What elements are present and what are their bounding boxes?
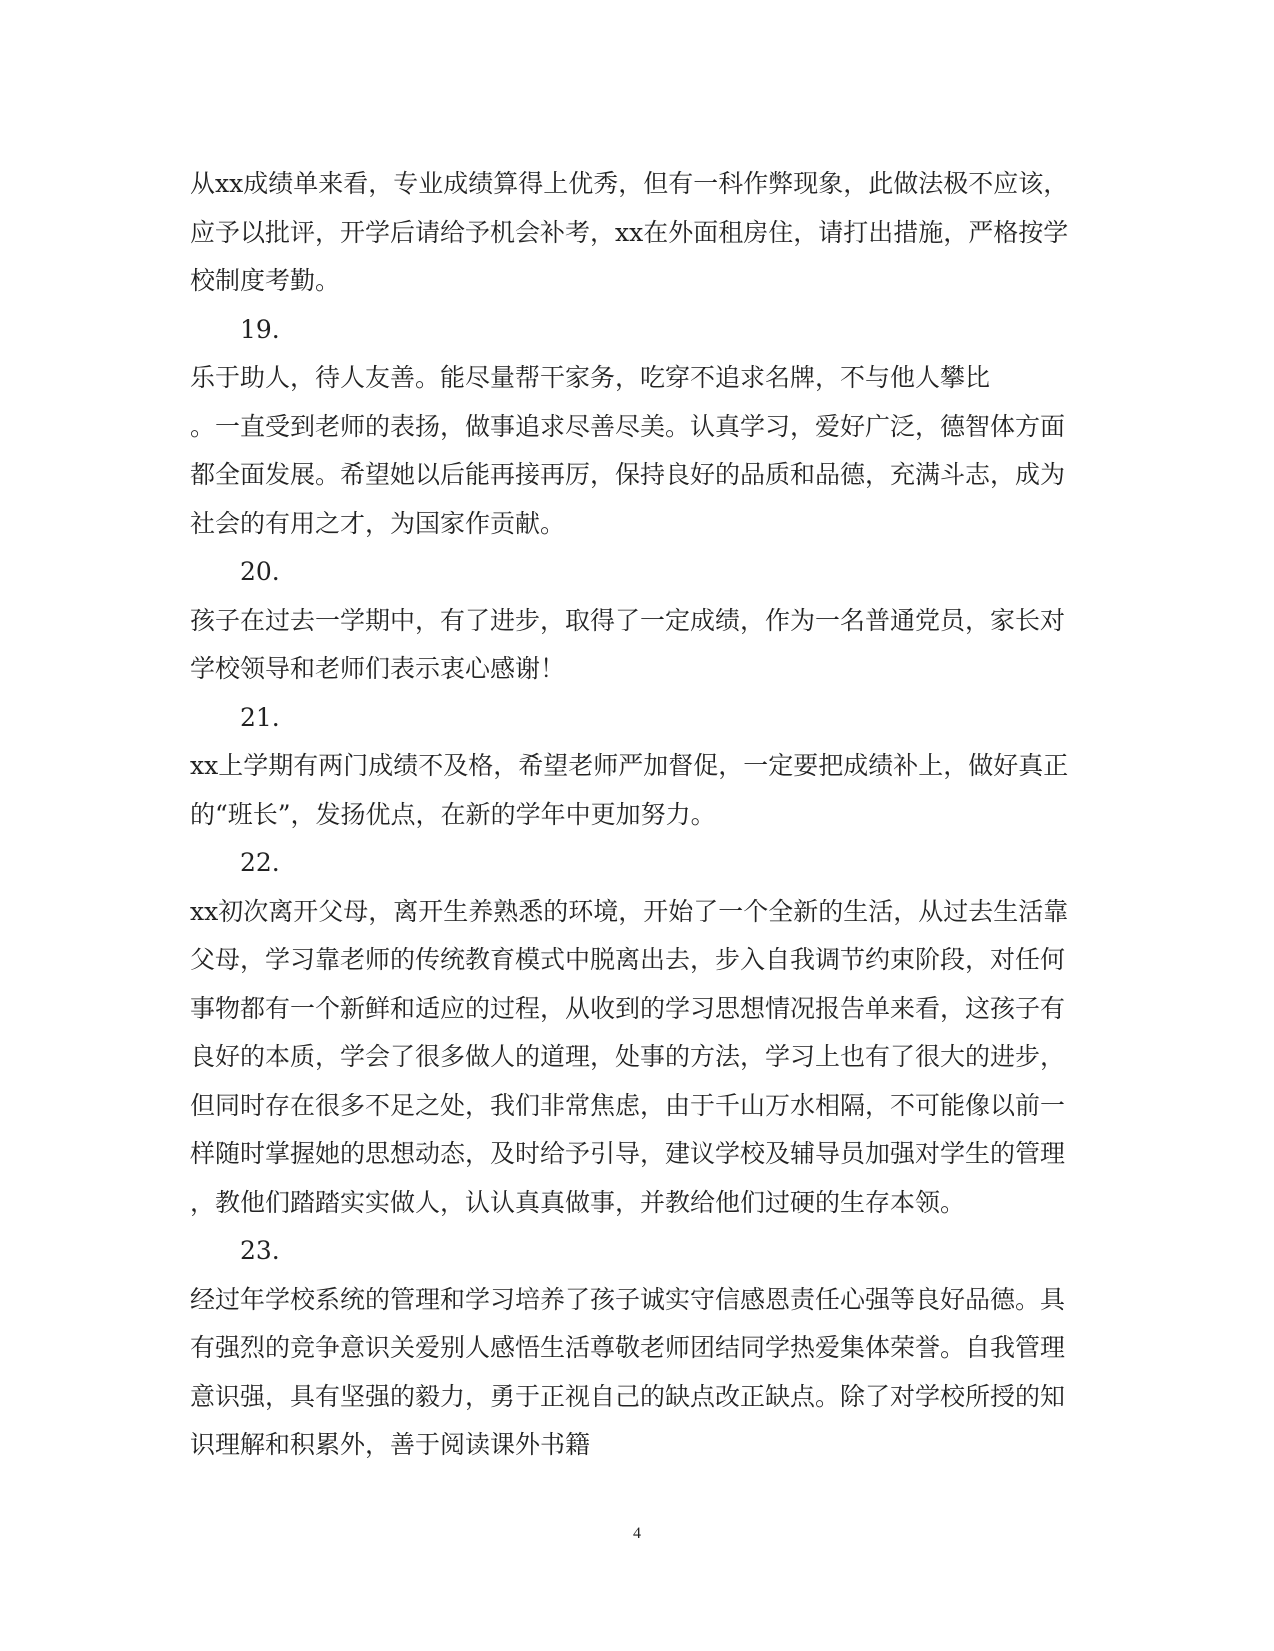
paragraph-line: 都全面发展。希望她以后能再接再厉，保持良好的品质和品德，充满斗志，成为 (190, 460, 1066, 489)
item-number: 21. (240, 702, 280, 732)
paragraph-line: ，教他们踏踏实实做人，认认真真做事，并教给他们过硬的生存本领。 (190, 1187, 966, 1217)
paragraph-line: 但同时存在很多不足之处，我们非常焦虑，由于千山万水相隔，不可能像以前一 (190, 1090, 1066, 1120)
item-number: 19. (240, 314, 280, 344)
paragraph-line: 识理解和积累外，善于阅读课外书籍 (190, 1430, 591, 1459)
paragraph-line: 意识强，具有坚强的毅力，勇于正视自己的缺点改正缺点。除了对学校所授的知 (190, 1381, 1066, 1411)
paragraph-line: 从xx成绩单来看，专业成绩算得上优秀，但有一科作弊现象，此做法极不应该， (190, 169, 1069, 198)
paragraph-line: 父母，学习靠老师的传统教育模式中脱离出去，步入自我调节约束阶段，对任何 (190, 945, 1066, 974)
paragraph-line: 有强烈的竞争意识关爱别人感悟生活尊敬老师团结同学热爱集体荣誉。自我管理 (190, 1333, 1066, 1362)
page-number: 4 (633, 1525, 641, 1542)
paragraph-line: 良好的本质，学会了很多做人的道理，处事的方法，学习上也有了很大的进步， (190, 1042, 1066, 1071)
paragraph-line: 。一直受到老师的表扬，做事追求尽善尽美。认真学习，爱好广泛，德智体方面 (190, 411, 1066, 441)
paragraph-line: xx上学期有两门成绩不及格，希望老师严加督促，一定要把成绩补上，做好真正 (190, 751, 1069, 780)
paragraph-line: 的“班长”，发扬优点，在新的学年中更加努力。 (190, 799, 716, 829)
item-number: 20. (240, 557, 280, 586)
paragraph-line: 应予以批评，开学后请给予机会补考，xx在外面租房住，请打出措施，严格按学 (190, 217, 1069, 247)
paragraph-line: 社会的有用之才，为国家作贡献。 (190, 508, 566, 538)
paragraph-line: 乐于助人，待人友善。能尽量帮干家务，吃穿不追求名牌，不与他人攀比 (190, 363, 991, 392)
paragraph-line: 事物都有一个新鲜和适应的过程，从收到的学习思想情况报告单来看，这孩子有 (190, 993, 1066, 1023)
item-number: 23. (240, 1236, 280, 1265)
paragraph-line: 样随时掌握她的思想动态，及时给予引导，建议学校及辅导员加强对学生的管理 (190, 1139, 1066, 1168)
item-number: 22. (240, 848, 280, 877)
paragraph-line: 校制度考勤。 (190, 266, 341, 295)
document-body (190, 160, 1070, 1470)
paragraph-line: xx初次离开父母，离开生养熟悉的环境，开始了一个全新的生活，从过去生活靠 (190, 896, 1069, 926)
paragraph-line: 经过年学校系统的管理和学习培养了孩子诚实守信感恩责任心强等良好品德。具 (190, 1284, 1066, 1314)
paragraph-line: 学校领导和老师们表示衷心感谢！ (190, 654, 566, 683)
paragraph-line: 孩子在过去一学期中，有了进步，取得了一定成绩，作为一名普通党员，家长对 (190, 605, 1066, 635)
